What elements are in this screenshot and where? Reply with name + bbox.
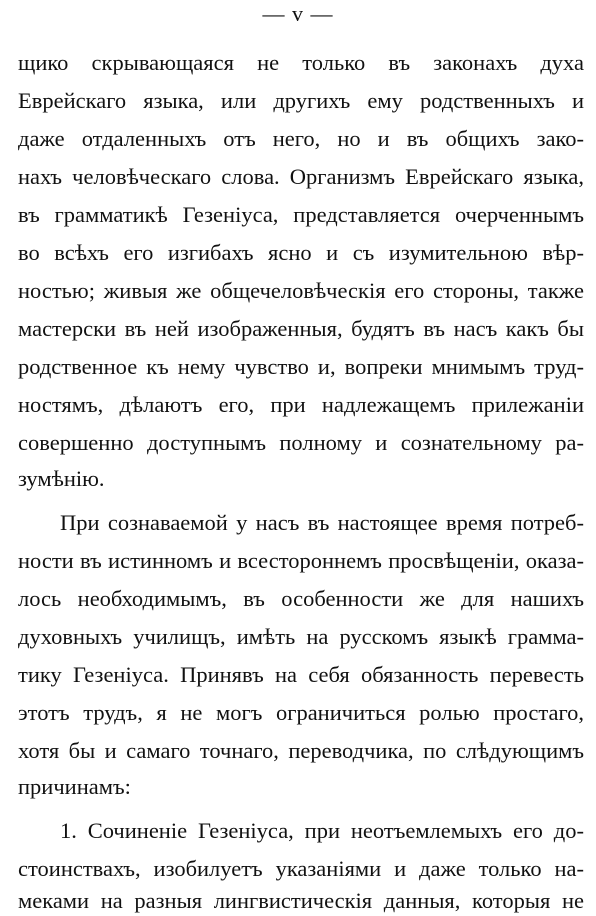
page-number: — v —	[262, 1, 334, 26]
text-line: даже отдаленныхъ отъ него, но и въ общихъ зако-	[18, 126, 584, 151]
text-line: тику Гезеніуса. Принявъ на себя обязанность перевесть	[18, 662, 584, 687]
text-line: стоинствахъ, изобилуетъ указаніями и даже только на-	[18, 856, 584, 881]
text-line: щико скрывающаяся не только въ законахъ духа	[18, 50, 584, 75]
text-line: 1. Сочиненіе Гезеніуса, при неотъемлемыхъ его до-	[60, 818, 584, 843]
text-line: родственное къ нему чувство и, вопреки мнимымъ труд-	[18, 354, 584, 379]
text-line: мастерски въ ней изображенныя, будятъ въ насъ какъ бы	[18, 316, 584, 341]
text-line: При сознаваемой у насъ въ настоящее время потреб-	[60, 510, 584, 535]
text-line: ности въ истинномъ и всестороннемъ просвѣщеніи, оказа-	[18, 548, 584, 573]
text-line: въ грамматикѣ Гезеніуса, представляется очерченнымъ	[18, 202, 584, 227]
text-line: духовныхъ училищъ, имѣть на русскомъ языкѣ грамма-	[18, 624, 584, 649]
text-line: лось необходимымъ, въ особенности же для нашихъ	[18, 586, 584, 611]
text-line: Еврейскаго языка, или другихъ ему родственныхъ и	[18, 88, 584, 113]
text-line: во всѣхъ его изгибахъ ясно и съ изумительною вѣр-	[18, 240, 584, 265]
text-line: причинамъ:	[18, 774, 131, 799]
text-line: хотя бы и самаго точнаго, переводчика, по слѣдующимъ	[18, 738, 584, 763]
text-line: этотъ трудъ, я не могъ ограничиться ролью простаго,	[18, 700, 584, 725]
text-line: ностью; живыя же общечеловѣческія его стороны, также	[18, 278, 584, 303]
text-line: меками на разныя лингвистическія данныя, которыя не	[18, 888, 584, 913]
text-line: зумѣнію.	[18, 466, 105, 491]
text-line: нахъ человѣческаго слова. Организмъ Еврейскаго языка,	[18, 164, 584, 189]
text-line: ностямъ, дѣлаютъ его, при надлежащемъ прилежаніи	[18, 392, 584, 417]
text-line: совершенно доступнымъ полному и сознательному ра-	[18, 430, 584, 455]
